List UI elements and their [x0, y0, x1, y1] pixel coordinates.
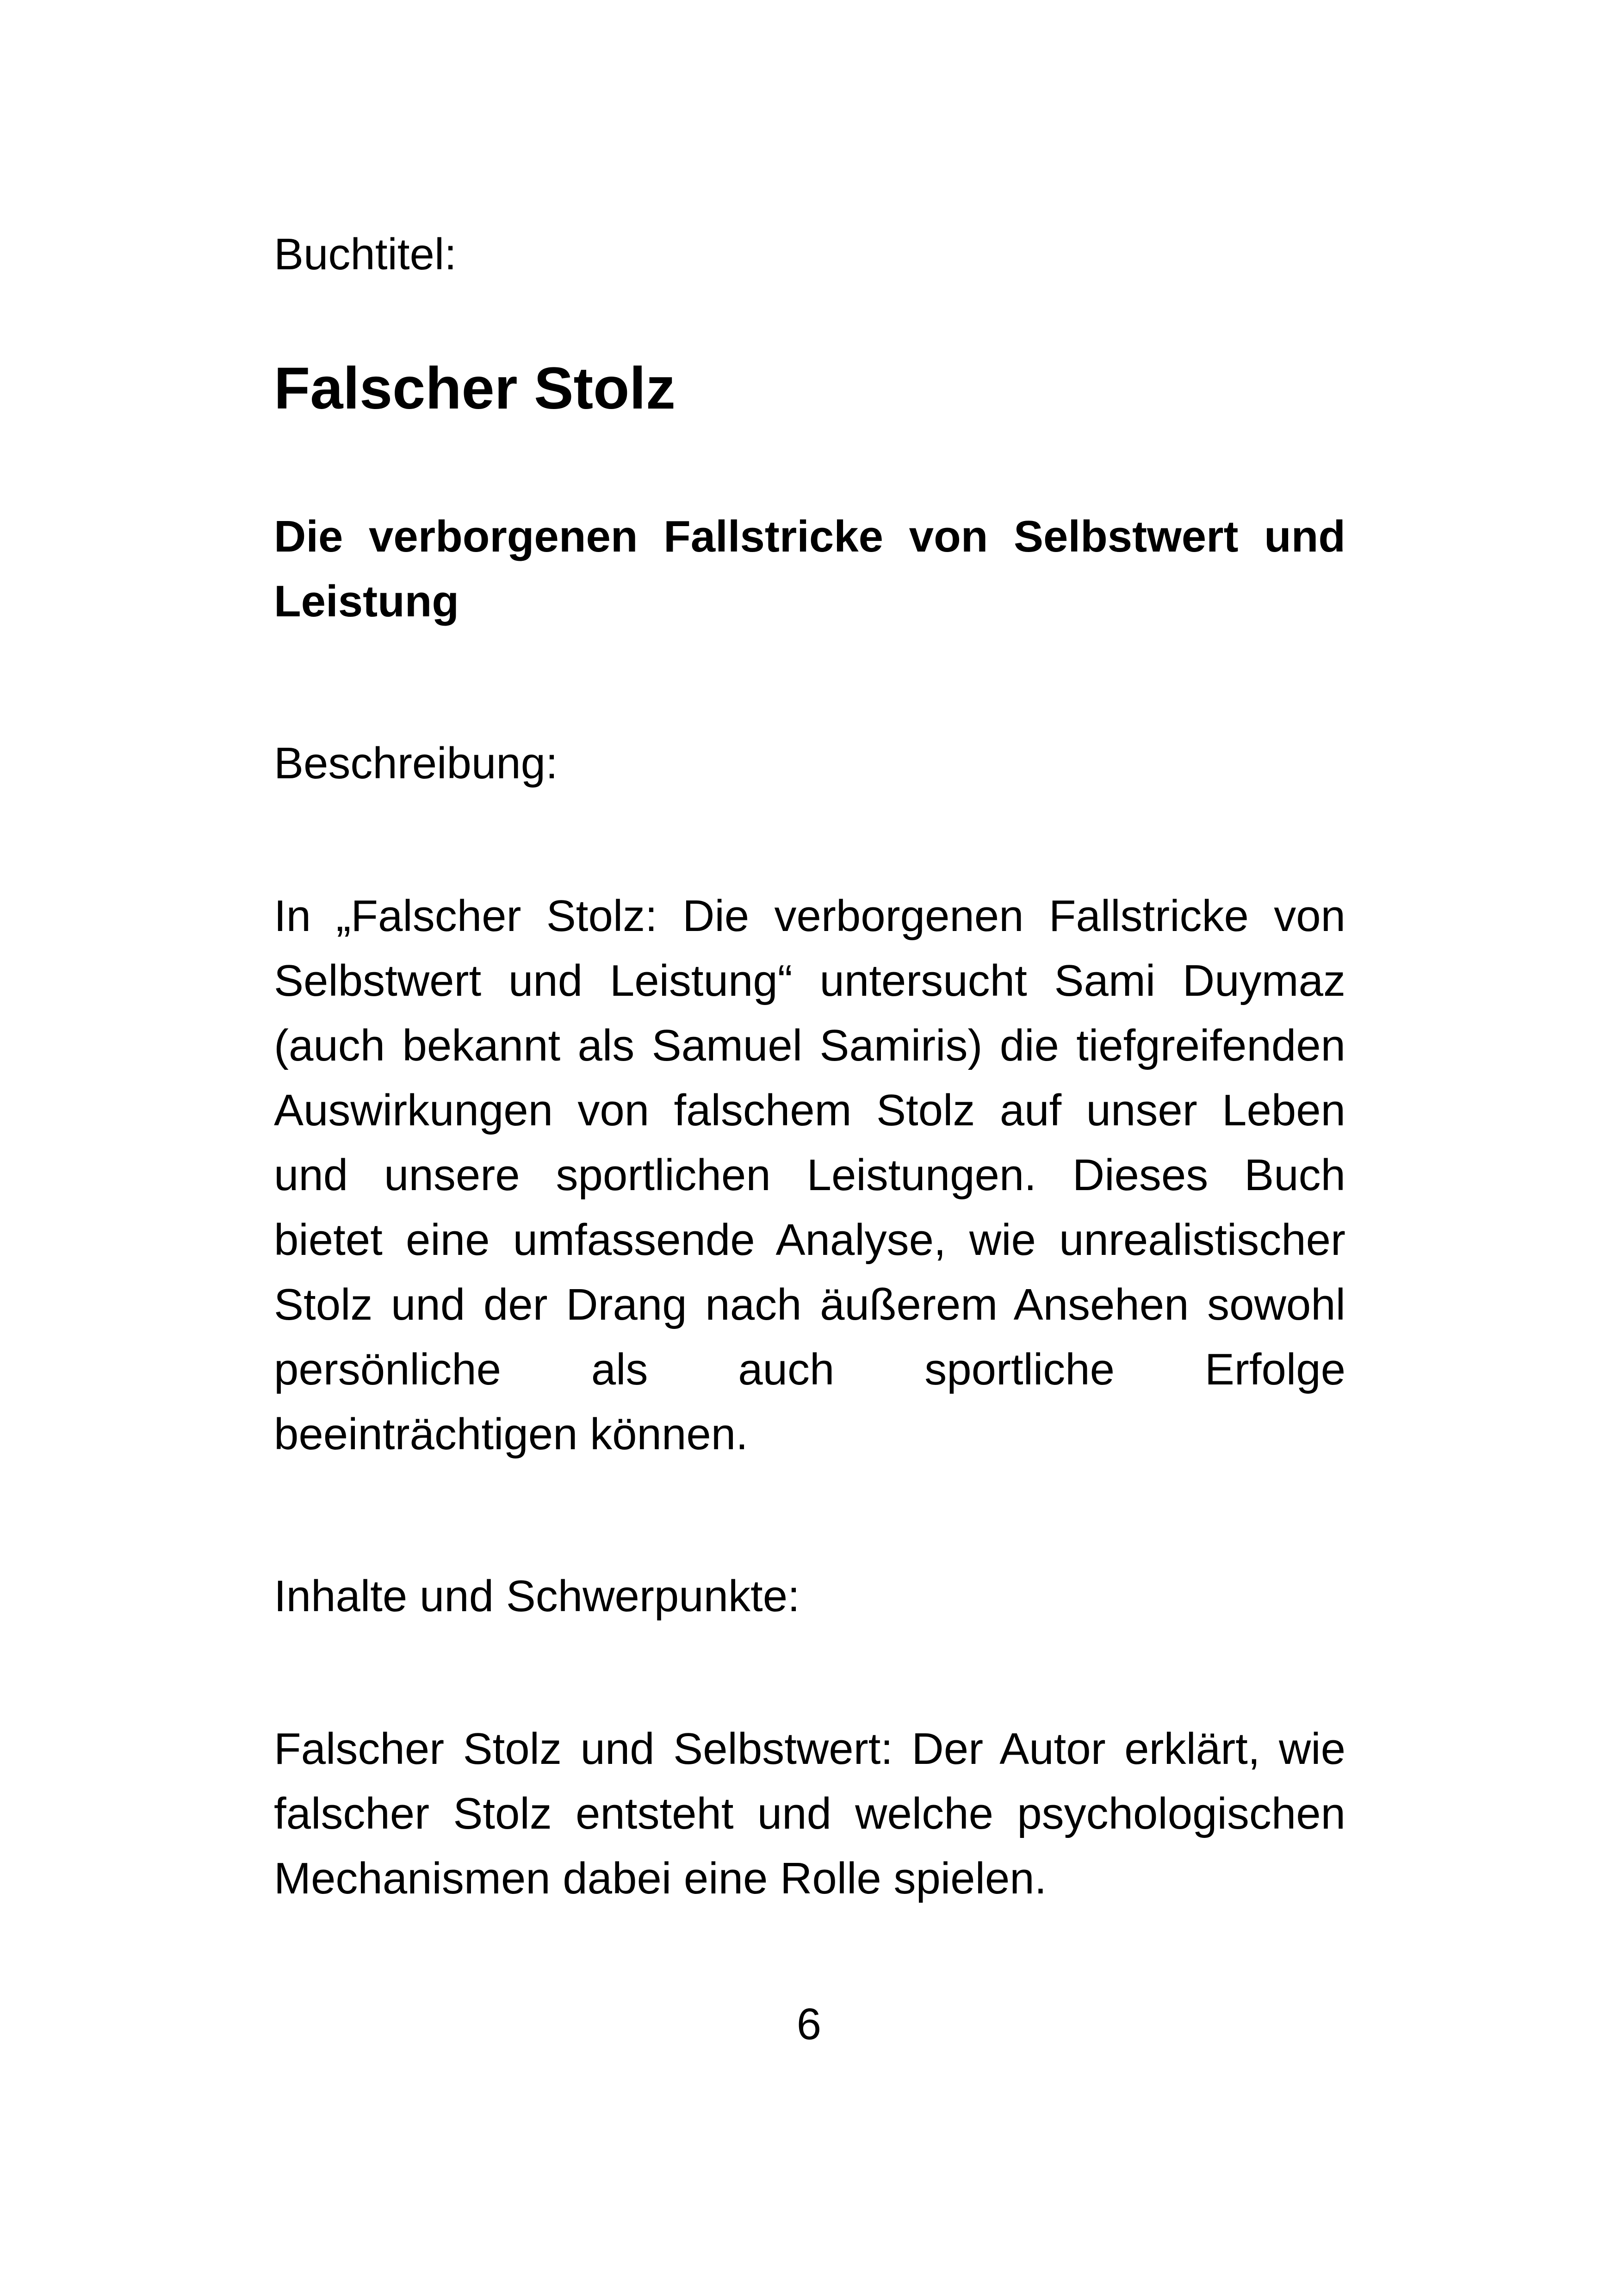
contents-text: Falscher Stolz und Selbstwert: Der Autor erklärt, wie falscher Stolz entsteht und welche psychologischen Mechanismen dabei eine Rolle spielen.	[274, 1724, 1345, 1903]
page-number: 6	[796, 1999, 822, 2049]
book-title: Falscher Stolz	[274, 355, 676, 422]
description-label: Beschreibung:	[274, 738, 558, 788]
contents-label: Inhalte und Schwerpunkte:	[274, 1571, 800, 1621]
book-title-label: Buchtitel:	[274, 230, 457, 279]
description-text: In „Falscher Stolz: Die verborgenen Fallstricke von Selbstwert und Leistung“ untersucht Sami Duymaz (auch bekannt als Samuel Samiris) die tiefgreifenden Auswirkungen von falschem Stolz auf unser Leben und unsere sportlichen Leistungen. Dieses Buch bietet eine umfassende Analyse, wie unrealistischer Stolz und der Drang nach äußerem Ansehen sowohl persönliche als auch sportliche Erfolge beeinträchtigen können.	[274, 891, 1345, 1459]
page-content	[274, 222, 1345, 1911]
book-subtitle: Die verborgenen Fallstricke von Selbstwert und Leistung	[274, 512, 1345, 626]
